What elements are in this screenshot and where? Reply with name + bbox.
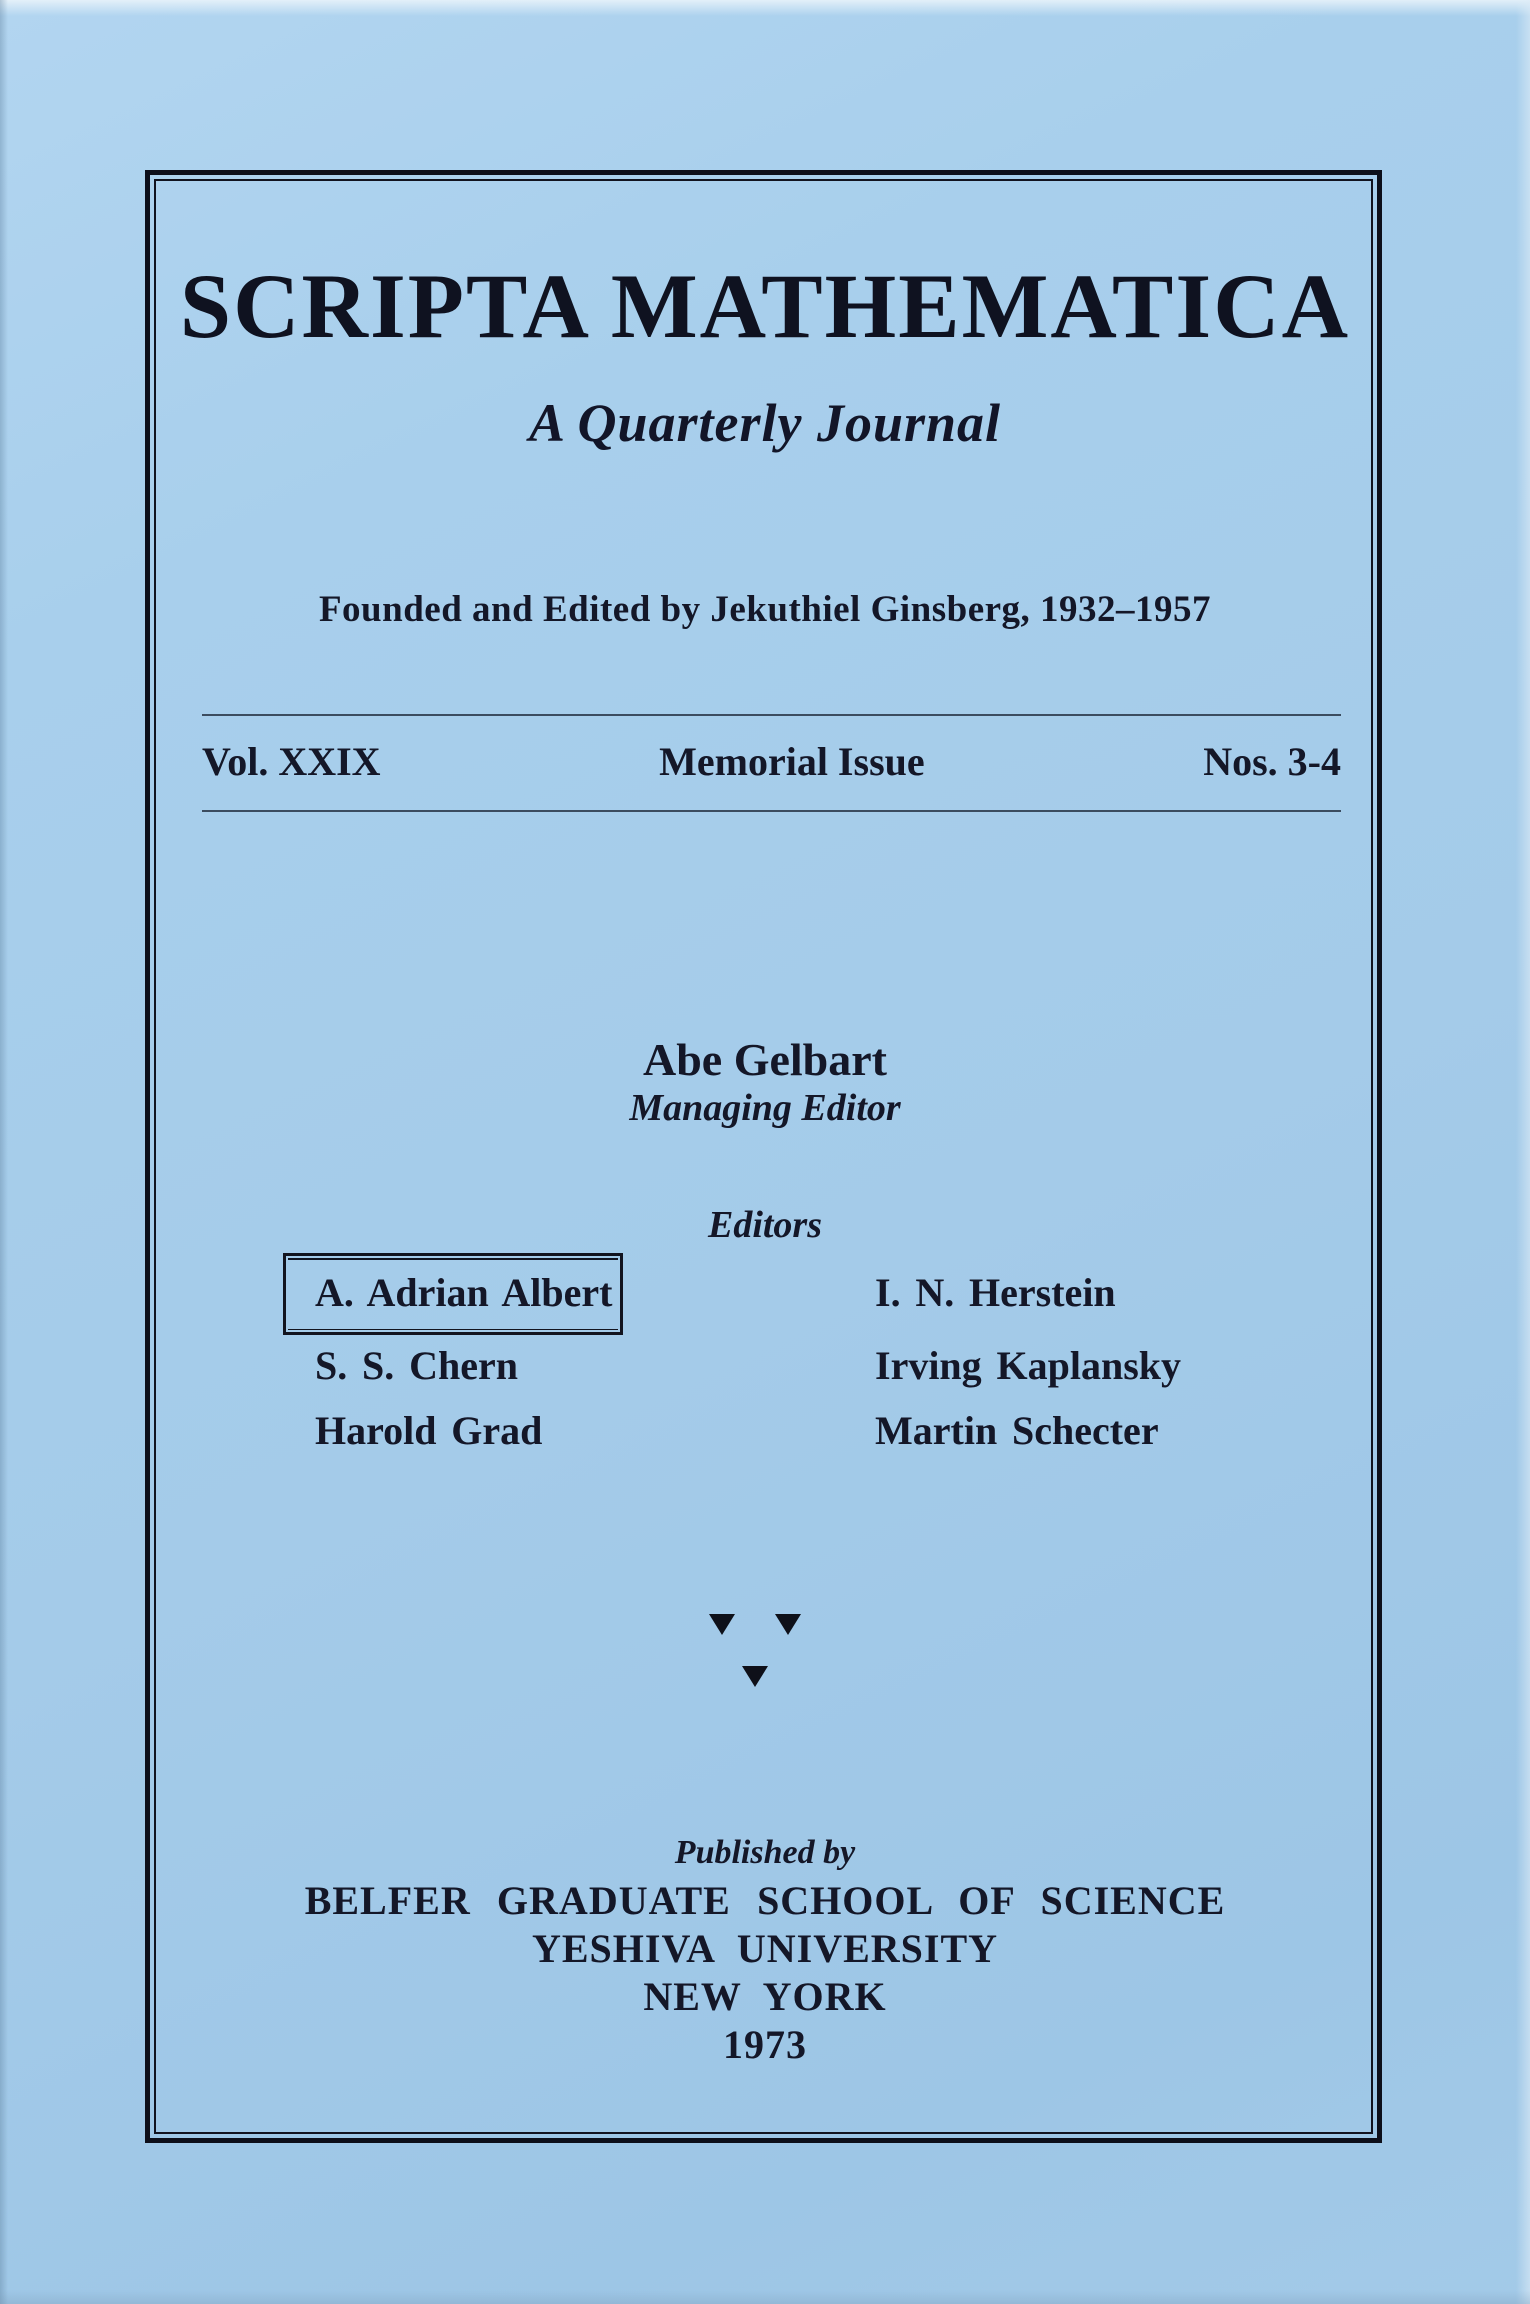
scan-edge-bottom [0, 2290, 1530, 2304]
published-by-line: Published by [674, 1834, 856, 1871]
down-triangle-icon [742, 1666, 768, 1687]
down-triangle-icon [775, 1614, 801, 1635]
issue-bar [202, 739, 1341, 784]
institution-name: YESHIVA UNIVERSITY [531, 1926, 999, 1971]
editors-heading: Editors [707, 1204, 823, 1246]
editor-name-albert: A. Adrian Albert [315, 1270, 613, 1315]
issue-title: Memorial Issue [659, 739, 925, 784]
publication-year: 1973 [723, 2022, 807, 2067]
journal-subtitle: A Quarterly Journal [528, 393, 1002, 453]
journal-title: SCRIPTA MATHEMATICA [179, 255, 1351, 357]
editor-name-grad: Harold Grad [315, 1408, 543, 1453]
founded-line: Founded and Edited by Jekuthiel Ginsberg, 1932–1957 [318, 589, 1212, 630]
issue-bar-rule-top [202, 714, 1341, 716]
issue-numbers: Nos. 3-4 [1203, 739, 1341, 784]
city-name: NEW YORK [643, 1974, 887, 2019]
editor-name-kaplansky: Irving Kaplansky [875, 1343, 1182, 1388]
publisher-name: BELFER GRADUATE SCHOOL OF SCIENCE [304, 1878, 1226, 1923]
scan-edge-top [0, 0, 1530, 16]
managing-editor-role: Managing Editor [629, 1087, 901, 1129]
volume-label: Vol. XXIX [202, 739, 381, 784]
managing-editor-name: Abe Gelbart [642, 1034, 887, 1085]
editor-name-chern: S. S. Chern [315, 1343, 518, 1388]
editor-name-schecter: Martin Schecter [875, 1408, 1159, 1453]
down-triangle-icon [709, 1614, 735, 1635]
editor-name-herstein: I. N. Herstein [875, 1270, 1116, 1315]
issue-bar-rule-bottom [202, 810, 1341, 812]
